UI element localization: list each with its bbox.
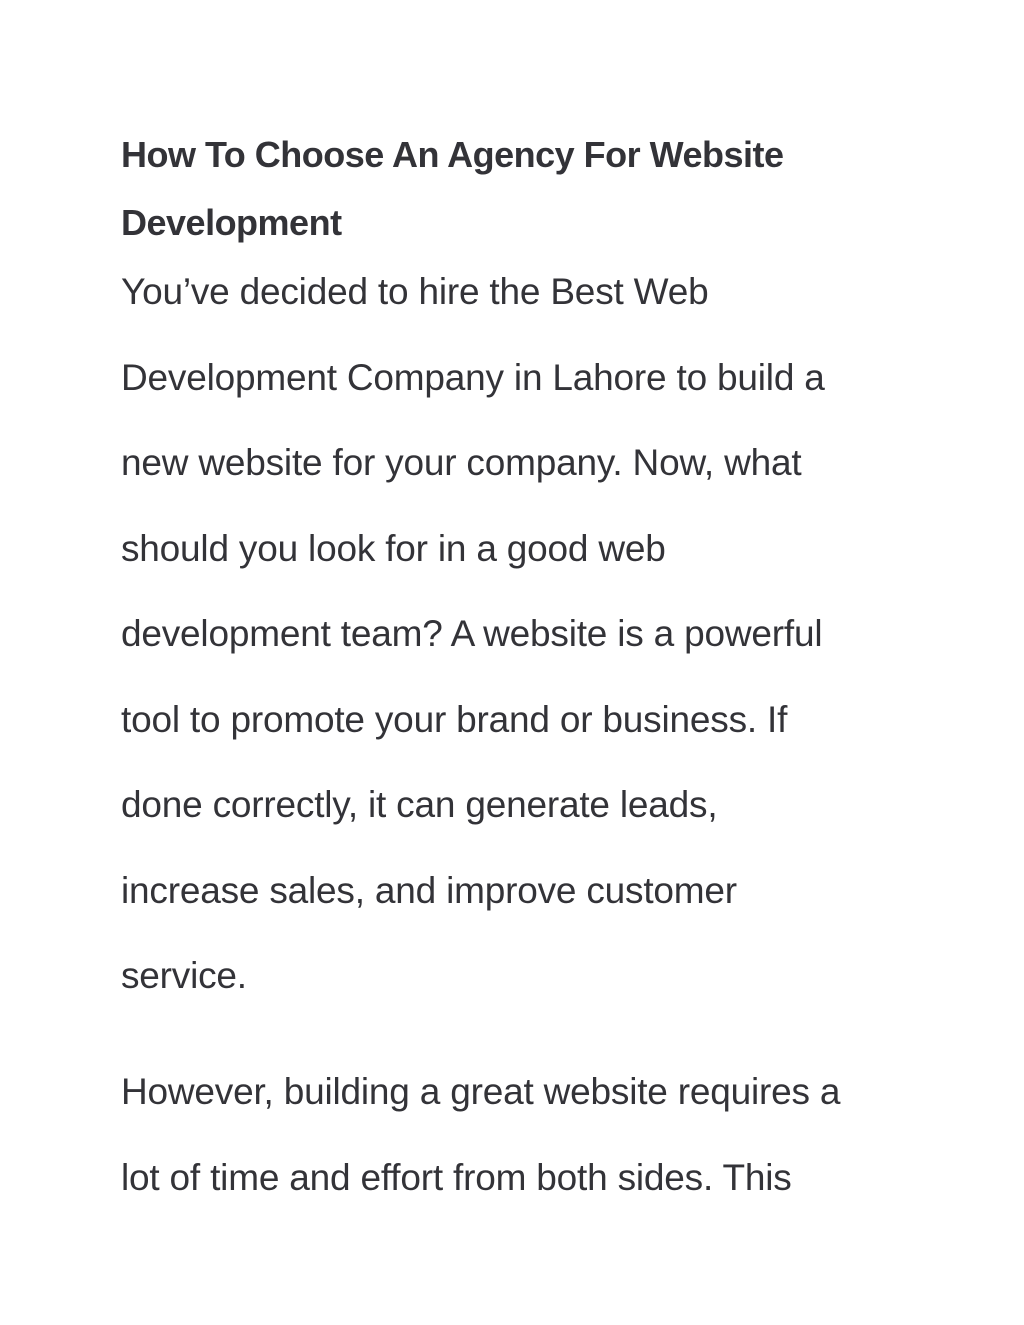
paragraph-line: development team? A website is a powerful: [121, 613, 823, 654]
document-title: [121, 121, 921, 257]
title-line: Development: [121, 202, 342, 243]
paragraph-line: You’ve decided to hire the Best Web: [121, 271, 709, 312]
paragraph-line: However, building a great website requires a: [121, 1071, 841, 1112]
paragraph-line: tool to promote your brand or business. If: [121, 698, 788, 740]
paragraph-however: [121, 1049, 921, 1220]
paragraph-line: service.: [121, 955, 247, 996]
paragraph-line: new website for your company. Now, what: [121, 442, 802, 483]
paragraph-line: should you look for in a good web: [121, 527, 666, 569]
paragraph-line: lot of time and effort from both sides. This: [121, 1156, 792, 1198]
title-line: How To Choose An Agency For Website: [121, 134, 784, 175]
paragraph-line: done correctly, it can generate leads,: [121, 784, 718, 825]
paragraph-line: increase sales, and improve customer: [121, 869, 737, 911]
paragraph-intro: [121, 249, 921, 1019]
paragraph-line: Development Company in Lahore to build a: [121, 356, 825, 398]
